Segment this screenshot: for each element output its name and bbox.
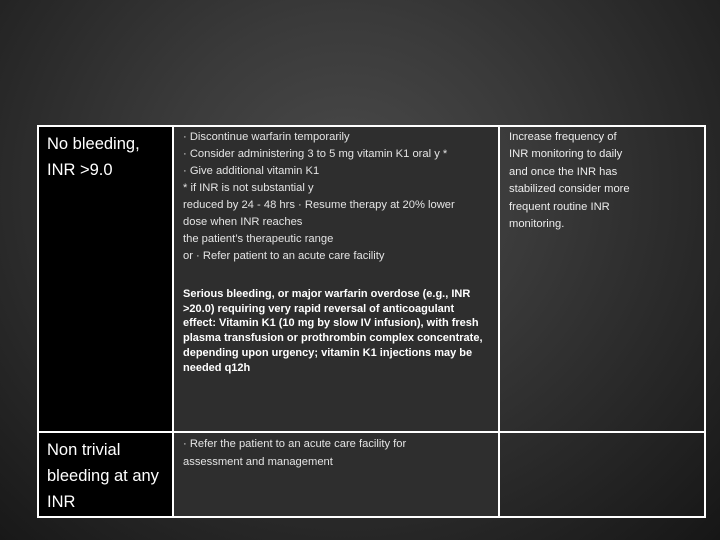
management-line: reduced by 24 - 48 hrs · Resume therapy at 20% lower	[183, 199, 455, 211]
management-line: · Refer the patient to an acute care facility for	[183, 438, 407, 450]
inr-management-table	[37, 125, 706, 518]
management-line: · Consider administering 3 to 5 mg vitamin K1 oral y *	[183, 148, 448, 160]
management-line: dose when INR reaches	[183, 216, 303, 228]
management-line: or · Refer patient to an acute care facility	[183, 250, 385, 262]
monitoring-line: frequent routine INR	[509, 200, 610, 213]
table-row	[38, 432, 705, 517]
management-line: · Discontinue warfarin temporarily	[183, 131, 350, 143]
management-line: assessment and management	[183, 456, 333, 468]
monitoring-line: monitoring.	[509, 218, 565, 231]
monitoring-cell-empty	[499, 432, 705, 517]
table-row	[38, 126, 705, 432]
condition-text: Non trivial bleeding at any INR	[47, 441, 159, 511]
monitoring-line: and once the INR has	[509, 165, 618, 178]
monitoring-cell	[499, 126, 705, 432]
condition-cell	[38, 432, 173, 517]
management-line: the patient’s therapeutic range	[183, 233, 334, 245]
serious-bleeding-note: Serious bleeding, or major warfarin overdose (e.g., INR >20.0) requiring very rapid reversal of anticoagulant effect: Vitamin K1 (10 mg by slow IV infusion), with fresh plasma transfusion or prothrombin complex concentrate, depending upon urgency; vitamin K1 injections may be needed q12h	[183, 288, 483, 374]
management-cell	[173, 432, 499, 517]
management-line: · Give additional vitamin K1	[183, 165, 320, 177]
monitoring-line: Increase frequency of	[509, 131, 617, 143]
condition-text: No bleeding, INR >9.0	[47, 135, 140, 179]
monitoring-line: INR monitoring to daily	[509, 148, 623, 161]
management-cell	[173, 126, 499, 432]
condition-cell	[38, 126, 173, 432]
management-line: * if INR is not substantial y	[183, 182, 314, 194]
monitoring-line: stabilized consider more	[509, 183, 630, 196]
